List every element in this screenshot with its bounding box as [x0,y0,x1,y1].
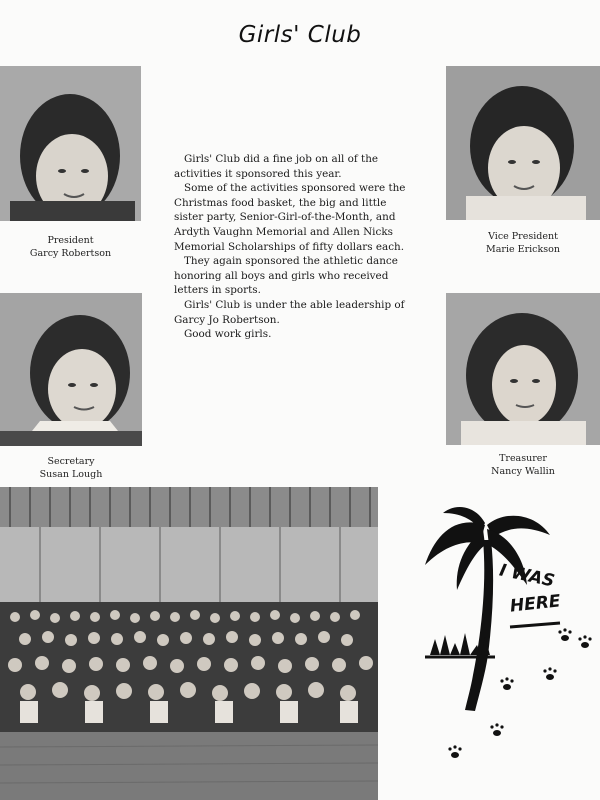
article-paragraph: Girls' Club is under the able leadership of Garcy Jo Robertson. [174,298,405,326]
article-body [174,152,412,342]
treasurer-name: Nancy Wallin [491,466,555,477]
article-paragraph: Good work girls. [184,328,272,341]
treasurer-role: Treasurer [499,453,547,464]
secretary-photo [0,293,142,446]
president-photo [0,66,141,221]
secretary-role: Secretary [47,456,95,467]
secretary-name: Susan Lough [39,469,103,480]
doodle-line2: HERE [509,591,562,617]
president-name: Garcy Robertson [29,248,112,259]
article-paragraph: Some of the activities sponsored were the Christmas food basket, the big and little sister party, Senior-Girl-of-the-Month, and Ardyth Vaughn Memorial and Allen Nicks Memorial Scholarships of fifty dollars each. [174,182,406,253]
vice-president-photo [446,66,600,220]
vice-president-name: Marie Erickson [486,244,560,255]
palm-tree-doodle [415,505,600,775]
treasurer-photo [446,293,600,445]
article-paragraph: Girls' Club did a fine job on all of the activities it sponsored this year. [174,153,379,180]
president-role: President [47,235,94,246]
vice-president-role: Vice President [488,231,558,242]
page-title: Girls' Club [238,22,362,48]
palm-tree-icon [415,505,600,775]
article-paragraph: They again sponsored the athletic dance honoring all boys and girls who received letters in sports. [174,255,398,297]
group-photo [0,487,378,800]
doodle-line1: I WAS [497,560,557,592]
